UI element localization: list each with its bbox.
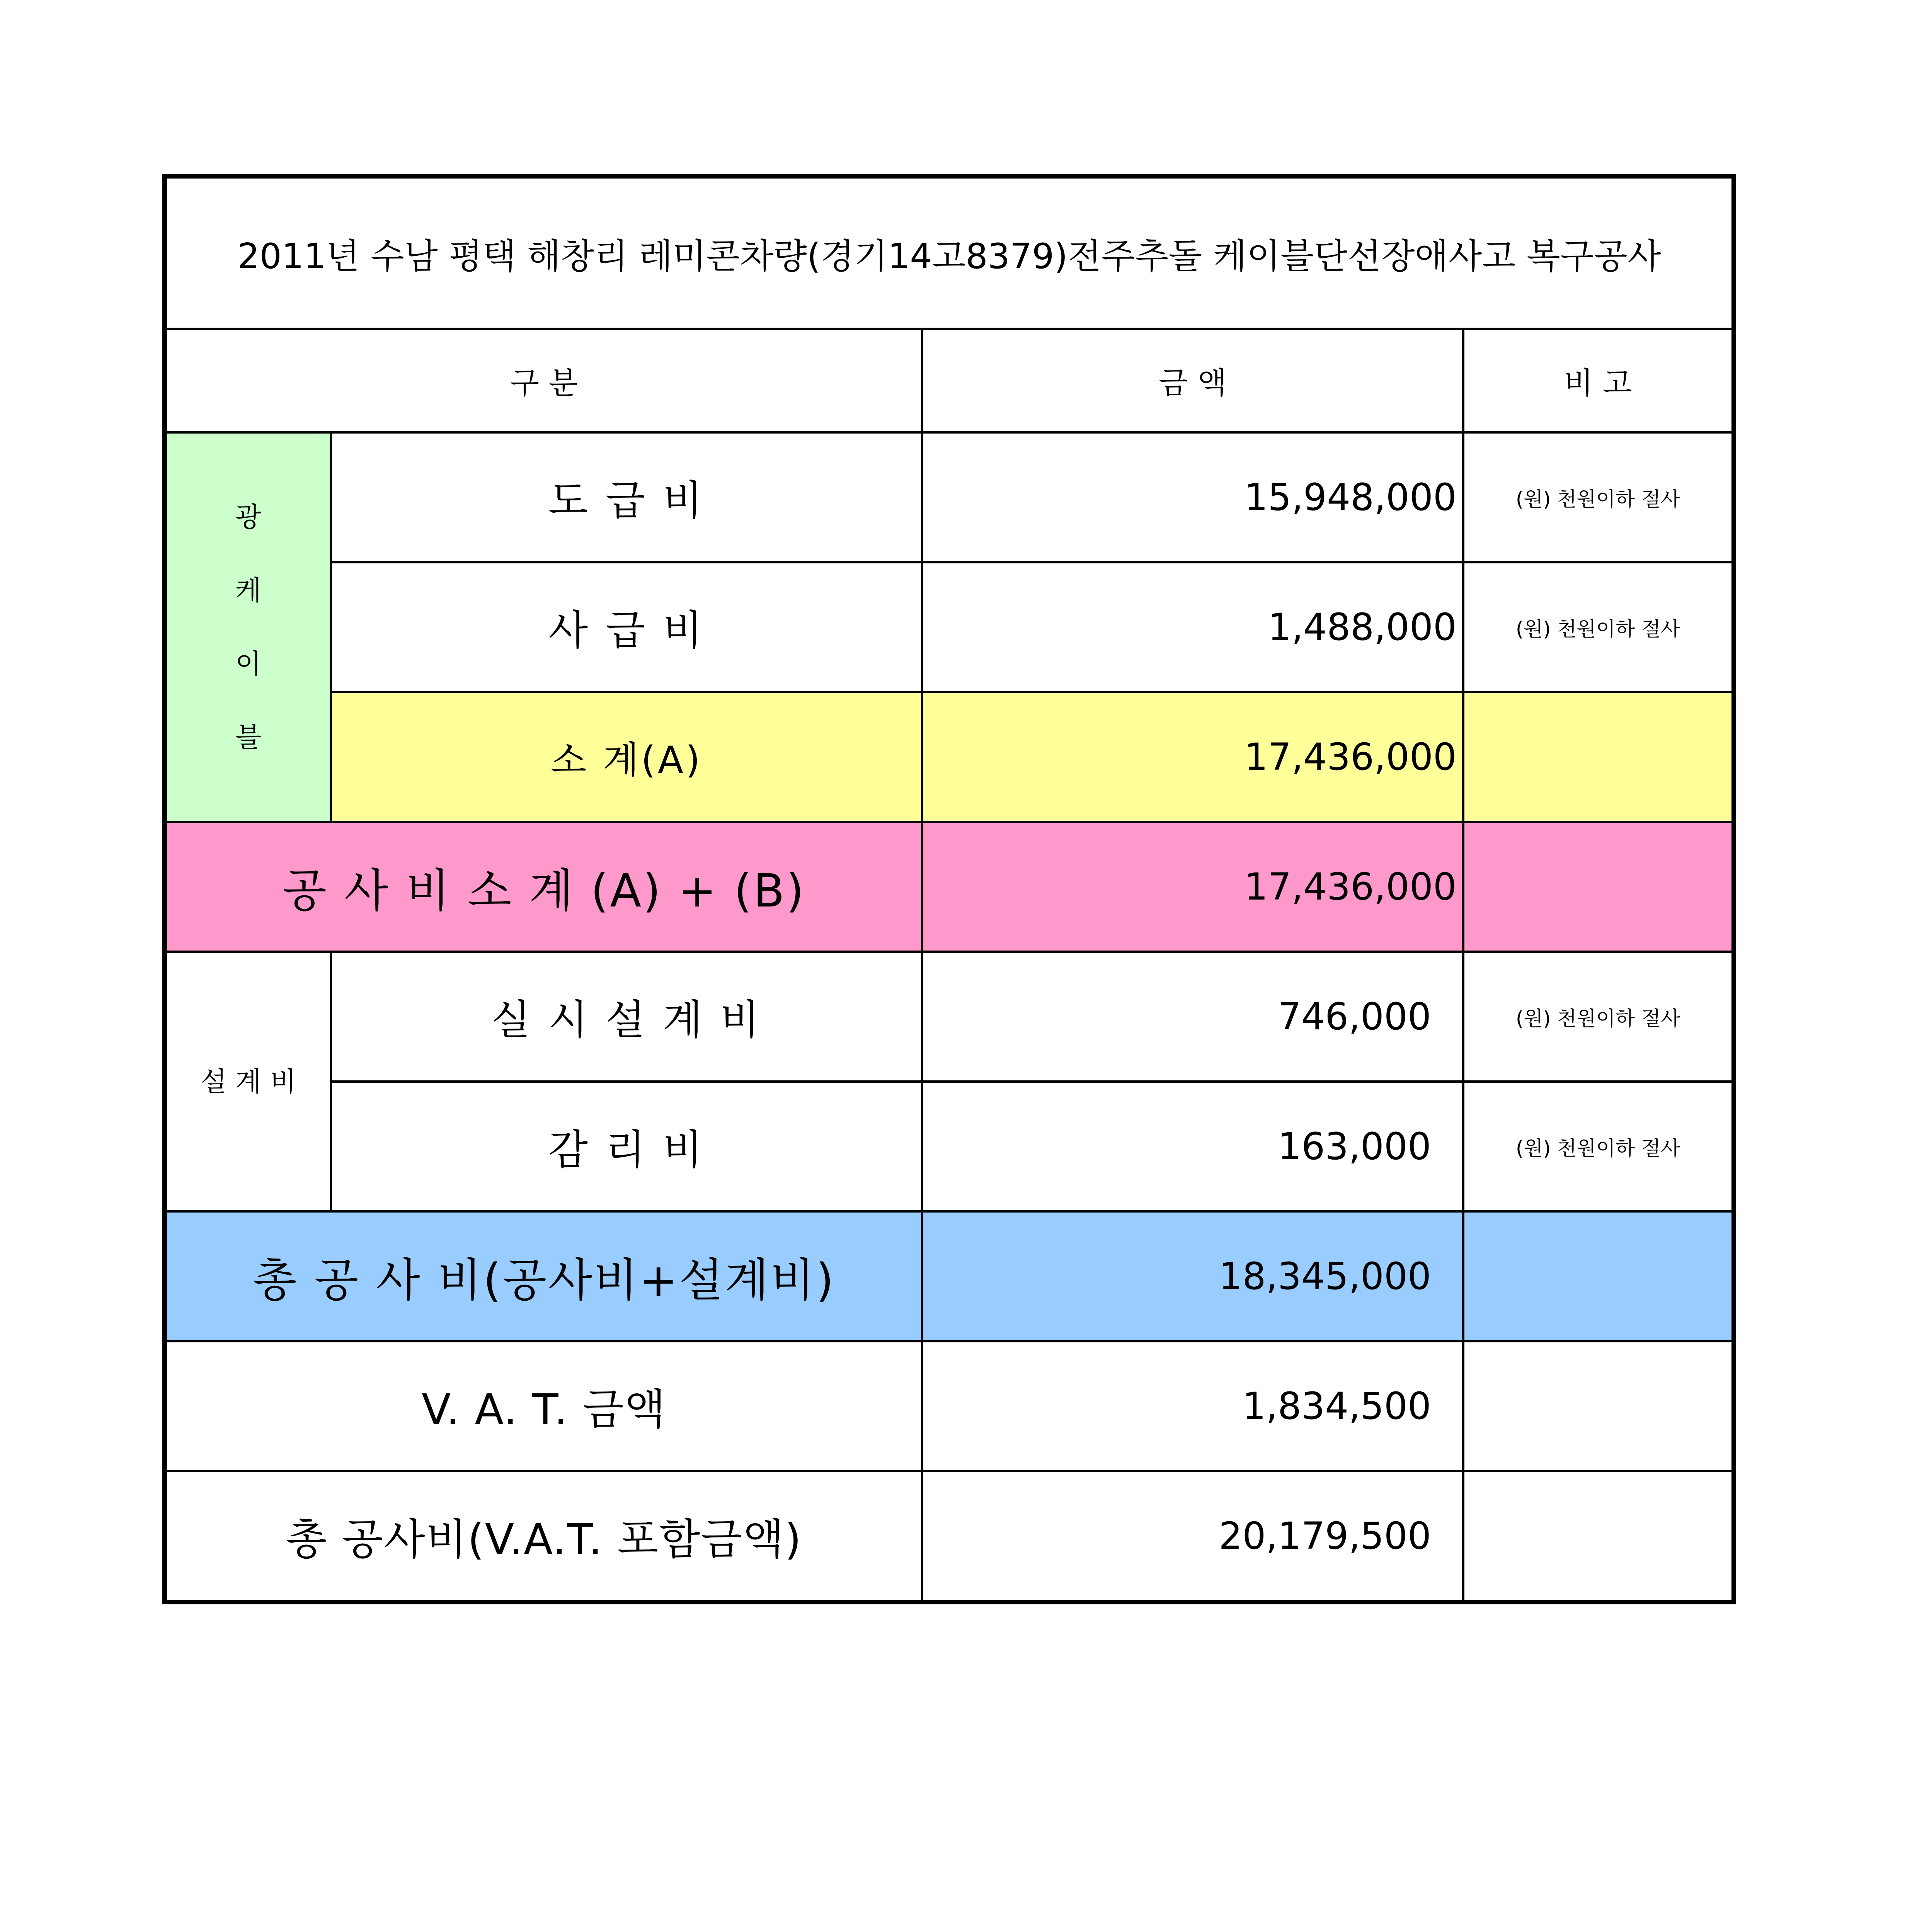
cable-group-char: 케 — [235, 575, 262, 606]
contract-cost-label: 도 급 비 — [331, 432, 922, 562]
cable-group-label — [165, 432, 331, 822]
grand-total-label: 총 공사비(V.A.T. 포함금액) — [165, 1471, 922, 1602]
cost-summary-table — [162, 174, 1736, 1604]
vat-row — [165, 1341, 1734, 1471]
construction-subtotal-amount: 17,436,000 — [922, 822, 1463, 952]
supervision-amount: 163,000 — [922, 1082, 1463, 1211]
private-supply-amount: 1,488,000 — [922, 562, 1463, 692]
total-cost-row — [165, 1211, 1734, 1341]
construction-subtotal-row — [165, 822, 1734, 952]
contract-cost-amount: 15,948,000 — [922, 432, 1463, 562]
vat-label: V. A. T. 금액 — [165, 1341, 922, 1471]
supervision-label: 감 리 비 — [331, 1082, 922, 1211]
detailed-design-label: 실 시 설 계 비 — [331, 952, 922, 1082]
document-title: 2011년 수남 평택 해창리 레미콘차량(경기14고8379)전주추돌 케이블단선장애사고 복구공사 — [165, 176, 1734, 329]
subtotal-a-note — [1463, 692, 1734, 822]
detailed-design-amount: 746,000 — [922, 952, 1463, 1082]
total-cost-note — [1463, 1211, 1734, 1341]
header-row — [165, 329, 1734, 432]
grand-total-note — [1463, 1471, 1734, 1602]
vat-amount: 1,834,500 — [922, 1341, 1463, 1471]
contract-cost-row — [165, 432, 1734, 562]
cable-group-char: 이 — [235, 648, 262, 680]
construction-subtotal-note — [1463, 822, 1734, 952]
total-cost-amount: 18,345,000 — [922, 1211, 1463, 1341]
header-amount: 금 액 — [922, 329, 1463, 432]
title-row — [165, 176, 1734, 329]
detailed-design-row — [165, 952, 1734, 1082]
total-cost-label: 총 공 사 비(공사비+설계비) — [165, 1211, 922, 1341]
private-supply-row — [165, 562, 1734, 692]
cable-group-char: 블 — [235, 721, 262, 753]
construction-subtotal-label: 공 사 비 소 계 (A) + (B) — [165, 822, 922, 952]
grand-total-amount: 20,179,500 — [922, 1471, 1463, 1602]
subtotal-a-row — [165, 692, 1734, 822]
private-supply-label: 사 급 비 — [331, 562, 922, 692]
grand-total-row — [165, 1471, 1734, 1602]
cable-group-char: 광 — [235, 501, 262, 533]
vat-note — [1463, 1341, 1734, 1471]
supervision-row — [165, 1082, 1734, 1211]
header-remarks: 비 고 — [1463, 329, 1734, 432]
contract-cost-note: (원) 천원이하 절사 — [1463, 432, 1734, 562]
subtotal-a-label: 소 계(A) — [331, 692, 922, 822]
design-group-label: 설 계 비 — [165, 952, 331, 1211]
detailed-design-note: (원) 천원이하 절사 — [1463, 952, 1734, 1082]
private-supply-note: (원) 천원이하 절사 — [1463, 562, 1734, 692]
subtotal-a-amount: 17,436,000 — [922, 692, 1463, 822]
header-category: 구 분 — [165, 329, 922, 432]
supervision-note: (원) 천원이하 절사 — [1463, 1082, 1734, 1211]
